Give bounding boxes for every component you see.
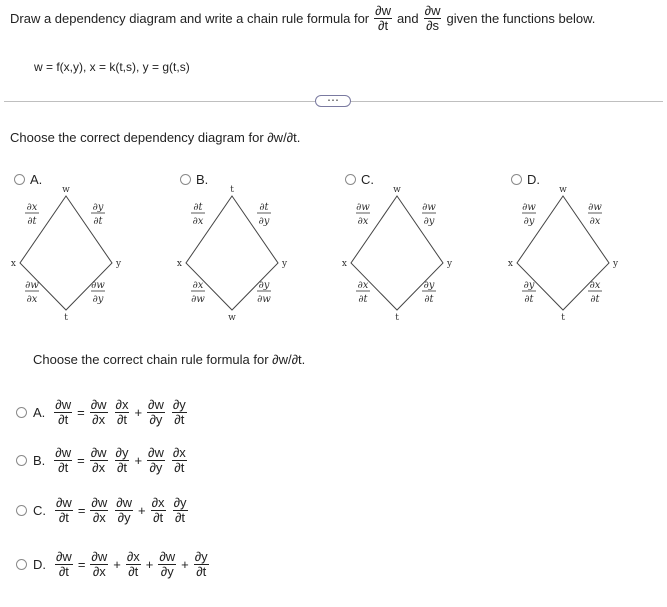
edge-label-bottom-left-den: ∂t [524,294,534,305]
edge-label-bottom-left-den: ∂w [191,294,205,305]
numerator: ∂x [151,495,165,510]
plus-sign: + [134,453,143,469]
equals-sign: = [77,503,86,519]
edge-label-top-right-num: ∂t [259,202,269,213]
option-label: B. [196,172,209,187]
term-fraction [172,446,187,476]
option-label: D. [527,172,540,187]
formula-option-c[interactable] [16,496,188,526]
denominator: ∂t [153,510,164,526]
numerator: ∂w [159,549,176,564]
term-fraction [173,496,188,526]
option-label: C. [33,503,46,519]
denominator: ∂y [160,564,174,580]
formula-option-d[interactable] [16,550,209,580]
numerator: ∂w [55,397,72,412]
edge-label-bottom-right-num: ∂y [258,280,270,291]
denominator: ∂t [116,412,127,428]
term-fraction [90,446,108,476]
fraction-dw-ds: $\frac{\partial w}{\partial s}$ [424,3,441,34]
denominator: ∂t [174,412,185,428]
term-fraction [147,398,165,428]
edge-label-top-left-den: ∂x [357,216,369,227]
node-top: w [62,185,70,195]
dependency-diagram [6,168,156,328]
edge-label-bottom-right-den: ∂t [424,294,434,305]
option-label: D. [33,557,46,573]
edge-label-bottom-right-den: ∂t [590,294,600,305]
numerator: ∂w [116,495,133,510]
term-fraction [115,496,133,526]
question-prefix: Draw a dependency diagram and write a chain rule formula for [10,11,370,27]
numerator: ∂w [56,495,72,510]
term-fraction [158,550,176,580]
numerator: ∂x [115,397,129,412]
node-left: x [341,259,347,269]
question-text [10,4,660,34]
node-bottom: t [395,313,399,323]
numerator: ∂w [148,397,164,412]
denominator: ∂x [92,460,106,476]
numerator: ∂x [126,549,140,564]
fraction-dw-dt: $\frac{\partial w}{\partial t}$ [375,3,391,34]
node-bottom: w [228,313,236,323]
node-top: w [393,185,401,195]
radio-button[interactable] [16,559,27,570]
radio-button[interactable] [16,455,27,466]
node-right: y [116,259,122,269]
edge-label-top-left-num: ∂w [356,202,370,213]
part2-prompt: Choose the correct chain rule formula for ∂w/∂t. [33,352,306,367]
denominator: ∂t [58,460,69,476]
lhs-fraction [55,550,73,580]
radio-button[interactable] [16,505,27,516]
edge-label-top-right-den: ∂y [423,216,435,227]
term-fraction [115,398,130,428]
dependency-diagram [172,168,322,328]
equals-sign: = [77,557,86,573]
denominator: ∂y [117,510,131,526]
numerator: ∂w [55,445,72,460]
formula-option-a[interactable] [16,398,187,428]
node-right: y [282,259,288,269]
numerator: ∂y [173,495,187,510]
edge-label-bottom-right-num: ∂y [423,280,435,291]
edge-label-bottom-right-num: ∂w [91,280,105,291]
denominator: ∂t [58,412,69,428]
node-bottom: t [561,313,565,323]
edge-label-top-left-num: ∂x [26,202,38,213]
plus-sign: + [145,557,154,573]
numerator: ∂w [148,445,164,460]
edge-label-bottom-left-num: ∂x [357,280,369,291]
term-fraction [172,398,187,428]
node-left: x [507,259,513,269]
edge-label-top-right-den: ∂y [258,216,270,227]
numerator: ∂y [194,549,208,564]
denominator: ∂t [58,510,69,526]
denominator: ∂t [58,564,69,580]
term-fraction [151,496,166,526]
node-left: x [10,259,16,269]
edge-label-top-right-den: ∂x [589,216,601,227]
term-fraction [90,496,108,526]
lhs-fraction [54,398,72,428]
node-top: t [230,185,234,195]
numerator: ∂w [90,397,107,412]
numerator: ∂w [91,549,108,564]
node-right: y [613,259,619,269]
edge-label-top-left-den: ∂x [192,216,204,227]
denominator: ∂x [92,510,106,526]
edge-label-bottom-left-num: ∂y [523,280,535,291]
edge-label-bottom-right-den: ∂y [92,294,104,305]
edge-label-top-right-num: ∂w [422,202,436,213]
edge-label-top-right-num: ∂y [92,202,104,213]
denominator: ∂t [128,564,139,580]
dependency-diagram [337,168,487,328]
denominator: ∂y [149,412,163,428]
denominator: ∂t [174,460,185,476]
numerator: ∂w [90,445,107,460]
edge-label-top-left-num: ∂w [522,202,536,213]
question-and: and [396,11,419,27]
edge-label-bottom-left-den: ∂x [26,294,38,305]
term-fraction [194,550,209,580]
numerator: ∂y [172,397,186,412]
denominator: ∂t [175,510,186,526]
numerator: ∂w [56,549,72,564]
part1-prompt: Choose the correct dependency diagram for ∂w/∂t. [10,130,301,145]
denominator: ∂x [92,564,106,580]
edge-label-bottom-left-num: ∂x [192,280,204,291]
denominator: ∂y [149,460,163,476]
plus-sign: + [113,557,121,573]
equals-sign: = [77,453,85,469]
formula-option-b[interactable] [16,446,187,476]
question-suffix: given the functions below. [446,11,596,27]
option-label: A. [30,172,43,187]
lhs-fraction [54,446,72,476]
edge-label-top-right-den: ∂t [93,216,103,227]
edge-label-bottom-left-num: ∂w [25,280,39,291]
plus-sign: + [134,405,143,421]
functions-text: w = f(x,y), x = k(t,s), y = g(t,s) [34,60,190,74]
equals-sign: = [77,405,85,421]
node-right: y [447,259,453,269]
term-fraction [147,446,165,476]
edge-label-bottom-right-den: ∂w [257,294,271,305]
plus-sign: + [181,557,189,573]
edge-label-top-left-num: ∂t [193,202,203,213]
option-label: A. [33,405,46,421]
edge-label-bottom-right-num: ∂x [589,280,601,291]
term-fraction [126,550,141,580]
edge-label-top-right-num: ∂w [588,202,602,213]
term-fraction [90,398,108,428]
option-label: C. [361,172,374,187]
edge-label-bottom-left-den: ∂t [358,294,368,305]
node-left: x [176,259,182,269]
node-top: w [559,185,567,195]
term-fraction [115,446,130,476]
denominator: ∂t [196,564,207,580]
expand-button[interactable]: ⋯ [315,95,351,107]
numerator: ∂y [115,445,129,460]
numerator: ∂x [172,445,186,460]
radio-button[interactable] [16,407,27,418]
lhs-fraction [55,496,73,526]
numerator: ∂w [91,495,108,510]
term-fraction [90,550,108,580]
edge-label-top-left-den: ∂t [27,216,37,227]
denominator: ∂t [116,460,127,476]
edge-label-top-left-den: ∂y [523,216,535,227]
denominator: ∂x [92,412,106,428]
option-label: B. [33,453,46,469]
node-bottom: t [64,313,68,323]
plus-sign: + [138,503,146,519]
dependency-diagram [503,168,653,328]
